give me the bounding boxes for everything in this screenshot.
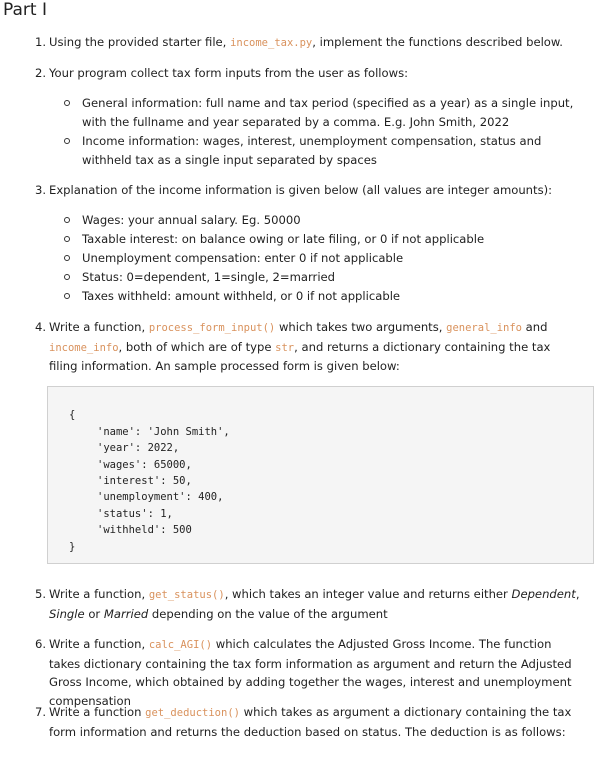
inline-code-function: get_deduction() bbox=[145, 707, 240, 719]
code-line: 'wages': 65000, bbox=[97, 459, 192, 471]
item-text: Your program collect tax form inputs from the user as follows: bbox=[49, 66, 409, 80]
item-number: 6. bbox=[35, 637, 47, 651]
item-text: Explanation of the income information is given below (all values are integer amounts): bbox=[49, 183, 553, 197]
page-title: Part I bbox=[3, 0, 47, 20]
item-text: which takes two arguments, bbox=[275, 320, 447, 334]
item-text: , implement the functions described below. bbox=[312, 35, 563, 49]
bullet-text: Taxable interest: on balance owing or late filing, or 0 if not applicable bbox=[82, 232, 485, 246]
code-line: 'interest': 50, bbox=[97, 475, 192, 487]
item-text: Write a function, bbox=[49, 320, 149, 334]
sub-bullet bbox=[68, 211, 588, 230]
bullet-circle-icon bbox=[64, 217, 70, 223]
inline-code-function: get_status() bbox=[148, 589, 225, 601]
item-emphasis: Married bbox=[103, 606, 149, 621]
bullet-circle-icon bbox=[64, 100, 70, 106]
code-line: } bbox=[69, 541, 76, 553]
item-text: , both of which are of type bbox=[118, 339, 276, 354]
item-text: , and returns a dictionary containing the tax filing information. An sample processed form is given below: bbox=[49, 339, 551, 373]
item-number: 7. bbox=[35, 705, 47, 719]
inline-code-arg: general_info bbox=[446, 322, 522, 334]
bullet-circle-icon bbox=[64, 293, 70, 299]
bullet-text: Status: 0=dependent, 1=single, 2=married bbox=[82, 270, 336, 284]
sub-bullet bbox=[68, 230, 588, 249]
bullet-text: Wages: your annual salary. Eg. 50000 bbox=[82, 213, 301, 227]
code-block bbox=[47, 386, 594, 564]
inline-code-function: calc_AGI() bbox=[148, 639, 213, 651]
inline-code-filename: income_tax.py bbox=[230, 37, 313, 49]
item-text: Write a function bbox=[49, 705, 146, 719]
item-text: Write a function, bbox=[49, 637, 149, 651]
item-text: Write a function, bbox=[49, 587, 149, 601]
bullet-text: General information: full name and tax period (specified as a year) as a single input, with the fullname and year separated by a comma. E.g. John Smith, 2022 bbox=[82, 96, 574, 129]
code-line: { bbox=[69, 409, 76, 421]
item-text: which calculates the Adjusted Gross Income. The function takes dictionary containing the tax form information as argument and return the Adjusted Gross Income, which obtained by adding together the wages, interest and unemployment compensation bbox=[49, 637, 572, 708]
list-item-2 bbox=[37, 64, 582, 83]
inline-code-type: str bbox=[275, 341, 295, 354]
sub-bullet bbox=[68, 132, 588, 169]
bullet-text: Income information: wages, interest, unemployment compensation, status and withheld tax as a single input separated by spaces bbox=[82, 134, 542, 167]
item-number: 1. bbox=[35, 35, 47, 49]
bullet-text: Unemployment compensation: enter 0 if not applicable bbox=[82, 251, 404, 265]
bullet-circle-icon bbox=[64, 255, 70, 261]
list-item-4 bbox=[37, 318, 582, 376]
list-item-3 bbox=[37, 181, 582, 200]
item-number: 5. bbox=[35, 587, 47, 601]
code-line: 'status': 1, bbox=[97, 508, 173, 520]
inline-code-arg: income_info bbox=[49, 341, 119, 354]
bullet-circle-icon bbox=[64, 236, 70, 242]
item-number: 3. bbox=[35, 183, 47, 197]
item-number: 2. bbox=[35, 66, 47, 80]
sub-bullet bbox=[68, 94, 588, 131]
list-item-1 bbox=[37, 33, 582, 53]
list-item-7 bbox=[37, 703, 582, 741]
sub-bullet bbox=[68, 249, 588, 268]
bullet-text: Taxes withheld: amount withheld, or 0 if not applicable bbox=[82, 289, 401, 303]
code-line: 'withheld': 500 bbox=[97, 524, 192, 536]
sub-bullet bbox=[68, 268, 588, 287]
code-line: 'name': 'John Smith', bbox=[97, 426, 230, 438]
bullet-circle-icon bbox=[64, 274, 70, 280]
item-number: 4. bbox=[35, 320, 47, 334]
item-text: , bbox=[575, 587, 580, 601]
item-emphasis: Dependent bbox=[511, 587, 576, 601]
list-item-6 bbox=[37, 635, 582, 710]
code-line: 'unemployment': 400, bbox=[97, 491, 224, 503]
item-text: Using the provided starter file, bbox=[49, 35, 231, 49]
item-text: and bbox=[522, 320, 548, 334]
item-emphasis: Single bbox=[49, 606, 85, 621]
item-text: depending on the value of the argument bbox=[148, 606, 388, 621]
inline-code-function: process_form_input() bbox=[148, 322, 276, 334]
sub-bullet bbox=[68, 287, 588, 306]
list-item-5 bbox=[37, 585, 582, 623]
bullet-circle-icon bbox=[64, 138, 70, 144]
item-text: , which takes an integer value and returns either bbox=[224, 587, 512, 601]
item-text: or bbox=[84, 606, 104, 621]
item-text: which takes as argument a dictionary containing the tax form information and returns the deduction based on status. The deduction is as follows: bbox=[49, 705, 572, 739]
code-line: 'year': 2022, bbox=[97, 442, 180, 454]
